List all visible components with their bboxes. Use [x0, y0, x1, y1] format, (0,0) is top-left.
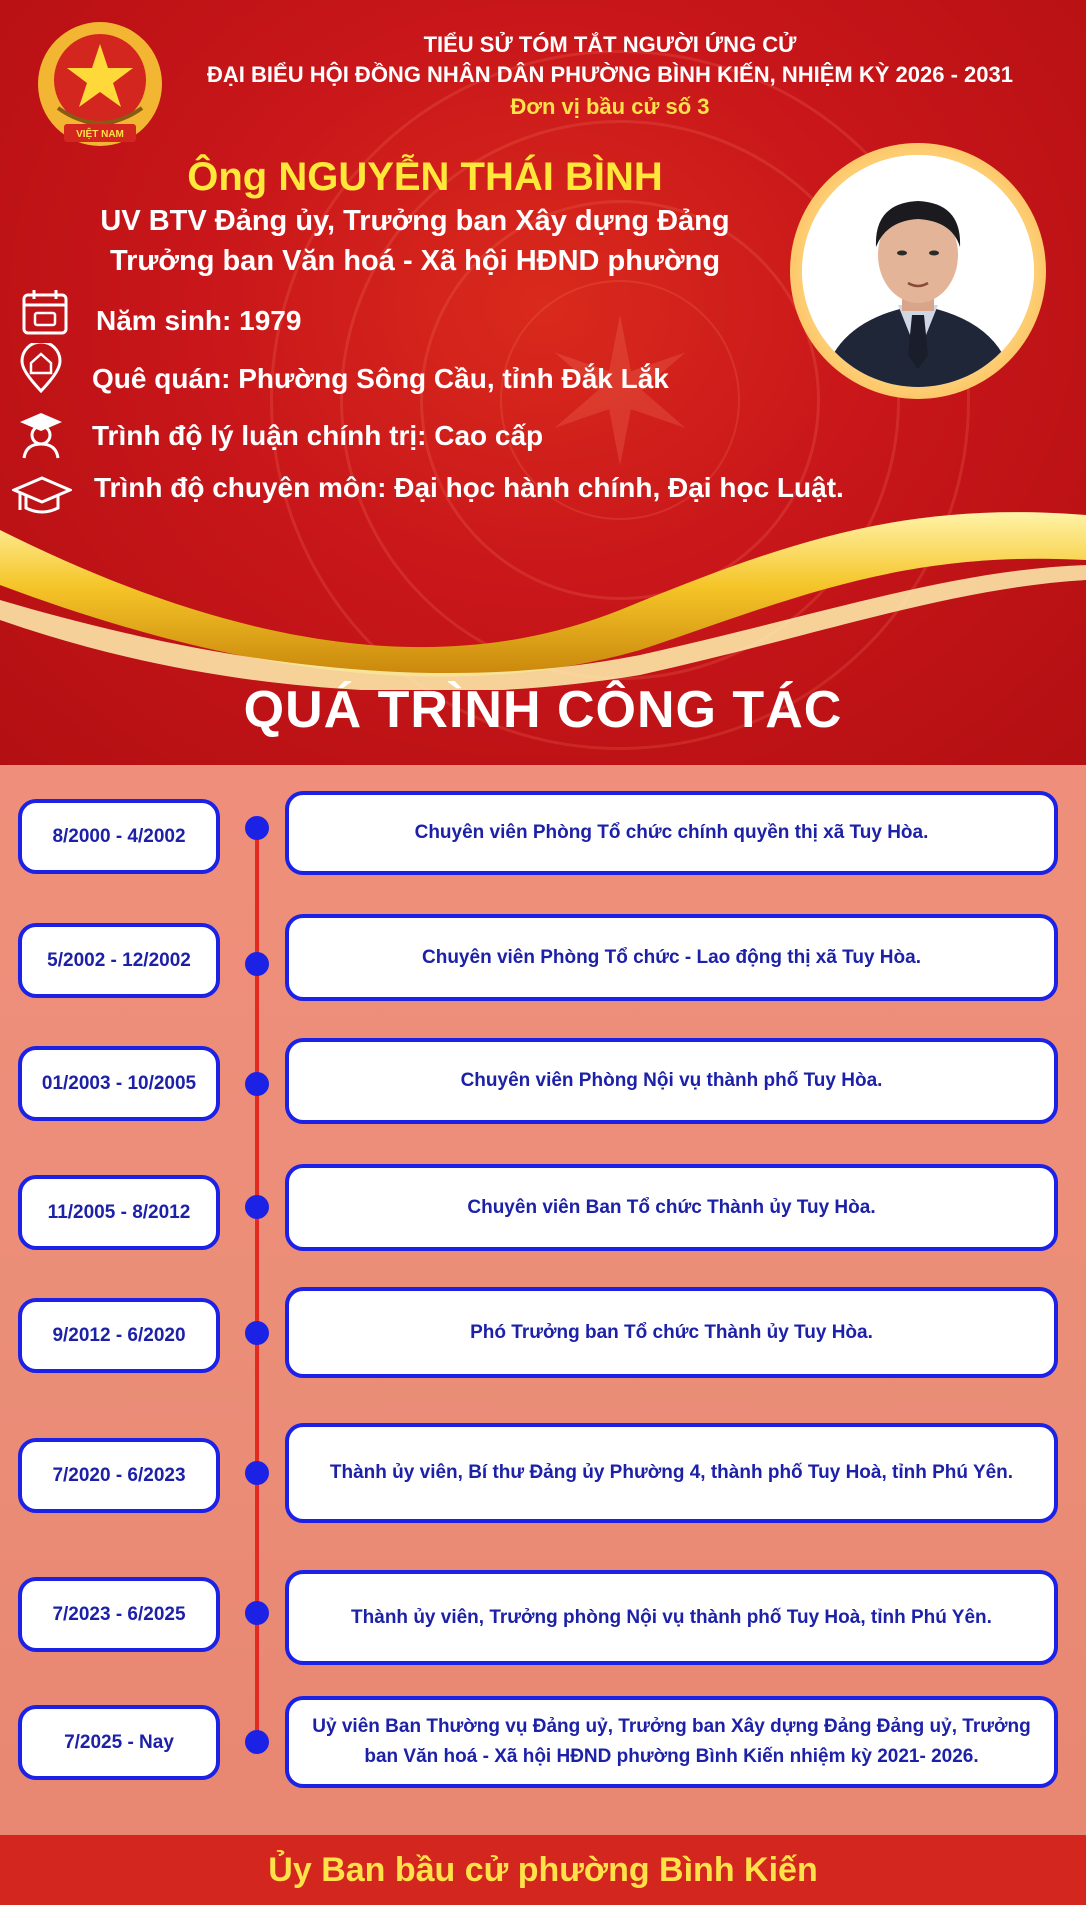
timeline-dot [245, 1072, 269, 1096]
header-title-line1: TIỂU SỬ TÓM TẮT NGƯỜI ỨNG CỬ [423, 32, 797, 57]
calendar-icon [20, 287, 70, 337]
timeline-description: Chuyên viên Phòng Tổ chức - Lao động thị xã Tuy Hòa. [285, 914, 1058, 1001]
gold-ribbon [0, 490, 1086, 690]
header-banner [0, 0, 1086, 765]
timeline-date: 7/2025 - Nay [18, 1705, 220, 1780]
footer-election-committee: Ủy Ban bầu cử phường Bình Kiến [0, 1835, 1086, 1905]
timeline-dot [245, 952, 269, 976]
graduate-person-icon [16, 410, 66, 460]
timeline-dot [245, 1730, 269, 1754]
info-professional-level: Trình độ chuyên môn: Đại học hành chính, Đại học Luật. [94, 472, 844, 503]
header-title-line2: ĐẠI BIỂU HỘI ĐỒNG NHÂN DÂN PHƯỜNG BÌNH KIẾN, NHIỆM KỲ 2026 - 2031 [207, 62, 1013, 87]
timeline-date: 7/2020 - 6/2023 [18, 1438, 220, 1513]
timeline-description: Chuyên viên Ban Tổ chức Thành ủy Tuy Hòa. [285, 1164, 1058, 1251]
timeline-dot [245, 816, 269, 840]
timeline-description: Chuyên viên Phòng Nội vụ thành phố Tuy Hòa. [285, 1038, 1058, 1124]
timeline-date: 7/2023 - 6/2025 [18, 1577, 220, 1652]
timeline-date: 9/2012 - 6/2020 [18, 1298, 220, 1373]
timeline-description: Chuyên viên Phòng Tổ chức chính quyền thị xã Tuy Hòa. [285, 791, 1058, 875]
info-birth-year: Năm sinh: 1979 [96, 305, 302, 336]
section-title-career: QUÁ TRÌNH CÔNG TÁC [243, 681, 843, 739]
constituency-label: Đơn vị bầu cử số 3 [510, 94, 710, 119]
timeline-date: 8/2000 - 4/2002 [18, 799, 220, 874]
info-hometown: Quê quán: Phường Sông Cầu, tỉnh Đắk Lắk [92, 363, 669, 394]
timeline-dot [245, 1195, 269, 1219]
candidate-position-1: UV BTV Đảng ủy, Trưởng ban Xây dựng Đảng [100, 205, 730, 237]
timeline-date: 01/2003 - 10/2005 [18, 1046, 220, 1121]
timeline-description: Phó Trưởng ban Tổ chức Thành ủy Tuy Hòa. [285, 1287, 1058, 1378]
timeline-dot [245, 1321, 269, 1345]
svg-text:VIỆT NAM: VIỆT NAM [76, 129, 124, 140]
candidate-position-2: Trưởng ban Văn hoá - Xã hội HĐND phường [109, 245, 721, 277]
timeline-date: 5/2002 - 12/2002 [18, 923, 220, 998]
timeline-dot [245, 1601, 269, 1625]
home-location-icon [16, 343, 66, 393]
timeline-description: Thành ủy viên, Trưởng phòng Nội vụ thành phố Tuy Hoà, tỉnh Phú Yên. [285, 1570, 1058, 1665]
timeline-description: Uỷ viên Ban Thường vụ Đảng uỷ, Trưởng ban Xây dựng Đảng Đảng uỷ, Trưởng ban Văn hoá - Xã hội HĐND phường Bình Kiến nhiệm kỳ 2021- 2026. [285, 1696, 1058, 1788]
timeline-date: 11/2005 - 8/2012 [18, 1175, 220, 1250]
info-political-level: Trình độ lý luận chính trị: Cao cấp [92, 420, 544, 451]
drum-star-icon: ✶ [536, 278, 704, 511]
candidate-portrait [802, 155, 1034, 387]
candidate-name: Ông NGUYỄN THÁI BÌNH [187, 155, 663, 199]
timeline-dot [245, 1461, 269, 1485]
timeline-description: Thành ủy viên, Bí thư Đảng ủy Phường 4, thành phố Tuy Hoà, tỉnh Phú Yên. [285, 1423, 1058, 1523]
